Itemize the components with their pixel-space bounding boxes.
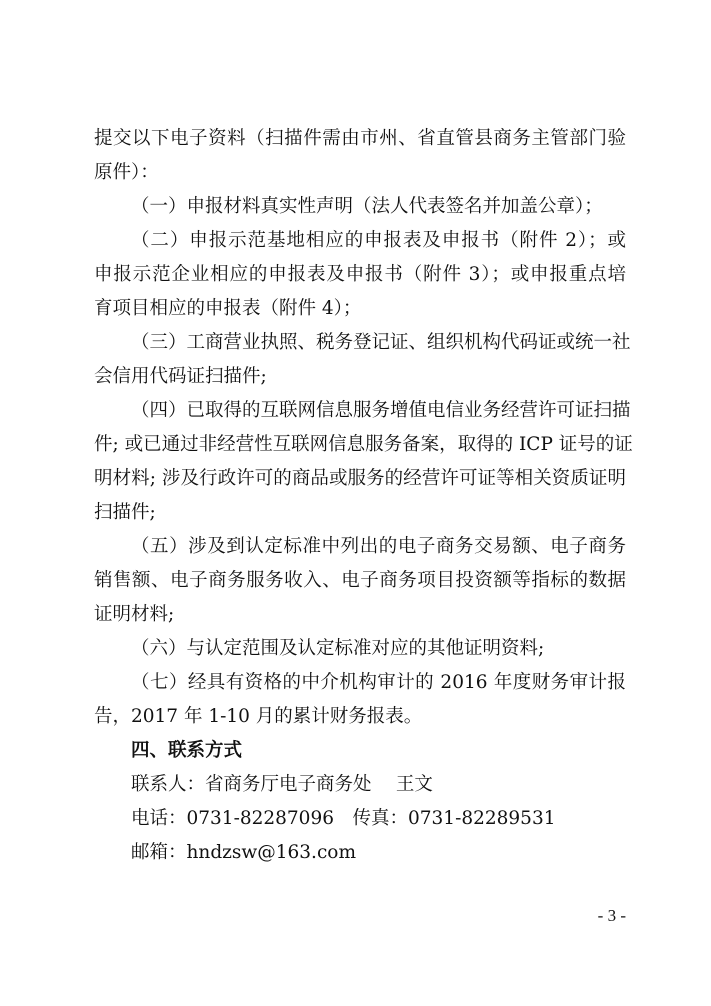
page-number: - 3 - xyxy=(597,906,626,925)
contact-phone-fax: 电话：0731-82287096 传真：0731-82289531 xyxy=(131,808,556,829)
list-item-4-line-3: 明材料; 涉及行政许可的商品或服务的经营许可证等相关资质证明 xyxy=(94,468,626,489)
list-item-2-line-1: （二）申报示范基地相应的申报表及申报书（附件 2）；或 xyxy=(131,230,626,251)
list-item-4-line-4: 扫描件; xyxy=(94,502,156,523)
list-item-3-line-2: 会信用代码证扫描件; xyxy=(94,366,267,387)
list-item-2-line-3: 育项目相应的申报表（附件 4）； xyxy=(94,298,362,319)
list-item-1: （一）申报材料真实性声明（法人代表签名并加盖公章）； xyxy=(131,196,603,217)
body-line-1: 提交以下电子资料（扫描件需由市州、省直管县商务主管部门验 xyxy=(94,128,626,149)
contact-email: 邮箱：hndzsw@163.com xyxy=(131,842,356,863)
section-heading-contact: 四、联系方式 xyxy=(131,740,243,761)
contact-person: 联系人：省商务厅电子商务处 王文 xyxy=(131,774,433,795)
list-item-6: （六）与认定范围及认定标准对应的其他证明资料; xyxy=(131,638,545,659)
list-item-5-line-1: （五）涉及到认定标准中列出的电子商务交易额、电子商务 xyxy=(131,536,626,557)
list-item-4-line-1: （四）已取得的互联网信息服务增值电信业务经营许可证扫描 xyxy=(131,400,631,421)
list-item-5-line-3: 证明材料; xyxy=(94,604,175,625)
list-item-4-line-2: 件; 或已通过非经营性互联网信息服务备案，取得的 ICP 证号的证 xyxy=(94,434,633,455)
list-item-3-line-1: （三）工商营业执照、税务登记证、组织机构代码证或统一社 xyxy=(131,332,631,353)
list-item-7-line-2: 告，2017 年 1-10 月的累计财务报表。 xyxy=(94,706,423,727)
list-item-5-line-2: 销售额、电子商务服务收入、电子商务项目投资额等指标的数据 xyxy=(94,570,626,591)
list-item-7-line-1: （七）经具有资格的中介机构审计的 2016 年度财务审计报 xyxy=(131,672,626,693)
list-item-2-line-2: 申报示范企业相应的申报表及申报书（附件 3）；或申报重点培 xyxy=(94,264,626,285)
body-line-2: 原件）： xyxy=(94,162,159,183)
document-body xyxy=(94,122,633,870)
